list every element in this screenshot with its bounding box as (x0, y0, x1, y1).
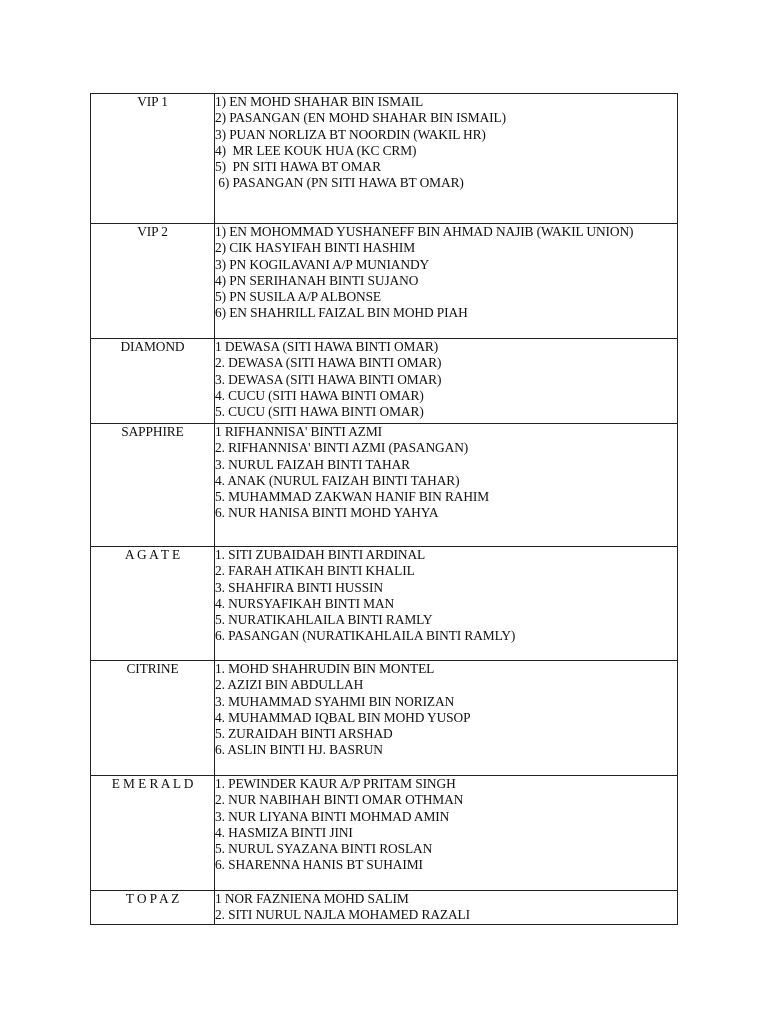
member-entry: 1. SITI ZUBAIDAH BINTI ARDINAL (215, 547, 426, 562)
table-row (91, 339, 678, 424)
member-entry: 4. CUCU (SITI HAWA BINTI OMAR) (215, 387, 424, 403)
member-entry: 6. PASANGAN (NURATIKAHLAILA BINTI RAMLY) (215, 628, 516, 644)
group-name-label: VIP 1 (137, 94, 168, 109)
table-row (91, 776, 678, 891)
group-members-cell (215, 424, 678, 547)
member-entry: 3. MUHAMMAD SYAHMI BIN NORIZAN (215, 693, 455, 709)
group-members-cell (215, 661, 678, 776)
member-entry: 5. MUHAMMAD ZAKWAN HANIF BIN RAHIM (215, 489, 490, 505)
group-name-cell (91, 891, 215, 925)
member-entry: 3. NUR LIYANA BINTI MOHMAD AMIN (215, 808, 450, 824)
group-name-cell (91, 94, 215, 224)
table-row (91, 424, 678, 547)
table-row (91, 94, 678, 224)
member-entry: 5) PN SUSILA A/P ALBONSE (215, 289, 382, 305)
group-name-label: VIP 2 (137, 224, 168, 239)
table-row (91, 224, 678, 339)
member-entry: 4. MUHAMMAD IQBAL BIN MOHD YUSOP (215, 709, 471, 725)
member-entry: 3. DEWASA (SITI HAWA BINTI OMAR) (215, 371, 442, 387)
seating-table-body (91, 94, 678, 925)
group-members-cell (215, 547, 678, 661)
group-name-label: T O P A Z (125, 891, 180, 906)
member-entry: 2) PASANGAN (EN MOHD SHAHAR BIN ISMAIL) (215, 110, 506, 126)
group-name-cell (91, 661, 215, 776)
group-members-cell (215, 339, 678, 424)
member-entry: 2. DEWASA (SITI HAWA BINTI OMAR) (215, 355, 442, 371)
table-row (91, 547, 678, 661)
member-entry: 2) CIK HASYIFAH BINTI HASHIM (215, 240, 416, 256)
member-entry: 3. NURUL FAIZAH BINTI TAHAR (215, 456, 410, 472)
member-entry: 2. SITI NURUL NAJLA MOHAMED RAZALI (215, 907, 470, 923)
seating-table (90, 93, 678, 925)
member-entry: 1 DEWASA (SITI HAWA BINTI OMAR) (215, 339, 439, 354)
member-entry: 2. RIFHANNISA' BINTI AZMI (PASANGAN) (215, 440, 469, 456)
member-entry: 6. SHARENNA HANIS BT SUHAIMI (215, 857, 423, 873)
group-members-cell (215, 94, 678, 224)
member-entry: 4. NURSYAFIKAH BINTI MAN (215, 595, 395, 611)
member-entry: 5. NURUL SYAZANA BINTI ROSLAN (215, 841, 433, 857)
member-entry: 4. HASMIZA BINTI JINI (215, 824, 353, 840)
group-name-cell (91, 339, 215, 424)
member-entry: 5) PN SITI HAWA BT OMAR (215, 159, 381, 175)
group-name-label: A G A T E (124, 547, 181, 562)
member-entry: 3. SHAHFIRA BINTI HUSSIN (215, 579, 383, 595)
group-name-label: SAPPHIRE (121, 424, 184, 439)
member-entry: 1. MOHD SHAHRUDIN BIN MONTEL (215, 661, 435, 676)
group-name-cell (91, 547, 215, 661)
member-entry: 1. PEWINDER KAUR A/P PRITAM SINGH (215, 776, 456, 791)
member-entry: 4) MR LEE KOUK HUA (KC CRM) (215, 142, 417, 158)
member-entry: 5. CUCU (SITI HAWA BINTI OMAR) (215, 404, 424, 420)
group-members-cell (215, 776, 678, 891)
member-entry: 5. ZURAIDAH BINTI ARSHAD (215, 726, 393, 742)
table-row (91, 661, 678, 776)
member-entry: 1) EN MOHD SHAHAR BIN ISMAIL (215, 94, 424, 109)
member-entry: 5. NURATIKAHLAILA BINTI RAMLY (215, 612, 433, 628)
member-entry: 3) PN KOGILAVANI A/P MUNIANDY (215, 256, 430, 272)
member-entry: 1 NOR FAZNIENA MOHD SALIM (215, 891, 409, 906)
member-entry: 1) EN MOHOMMAD YUSHANEFF BIN AHMAD NAJIB (WAKIL UNION) (215, 224, 634, 239)
member-entry: 2. NUR NABIHAH BINTI OMAR OTHMAN (215, 792, 464, 808)
member-entry: 6) EN SHAHRILL FAIZAL BIN MOHD PIAH (215, 305, 468, 321)
member-entry: 2. AZIZI BIN ABDULLAH (215, 677, 364, 693)
group-name-cell (91, 776, 215, 891)
group-name-cell (91, 424, 215, 547)
group-members-cell (215, 224, 678, 339)
group-name-cell (91, 224, 215, 339)
member-entry: 3) PUAN NORLIZA BT NOORDIN (WAKIL HR) (215, 126, 486, 142)
member-entry: 4. ANAK (NURUL FAIZAH BINTI TAHAR) (215, 472, 460, 488)
member-entry: 1 RIFHANNISA' BINTI AZMI (215, 424, 383, 439)
member-entry: 2. FARAH ATIKAH BINTI KHALIL (215, 563, 415, 579)
member-entry: 6) PASANGAN (PN SITI HAWA BT OMAR) (215, 175, 464, 191)
group-name-label: DIAMOND (120, 339, 185, 354)
group-name-label: CITRINE (126, 661, 179, 676)
member-entry: 4) PN SERIHANAH BINTI SUJANO (215, 272, 419, 288)
group-members-cell (215, 891, 678, 925)
group-name-label: E M E R A L D (111, 776, 194, 791)
member-entry: 6. NUR HANISA BINTI MOHD YAHYA (215, 505, 439, 521)
member-entry: 6. ASLIN BINTI HJ. BASRUN (215, 742, 383, 758)
table-row (91, 891, 678, 925)
